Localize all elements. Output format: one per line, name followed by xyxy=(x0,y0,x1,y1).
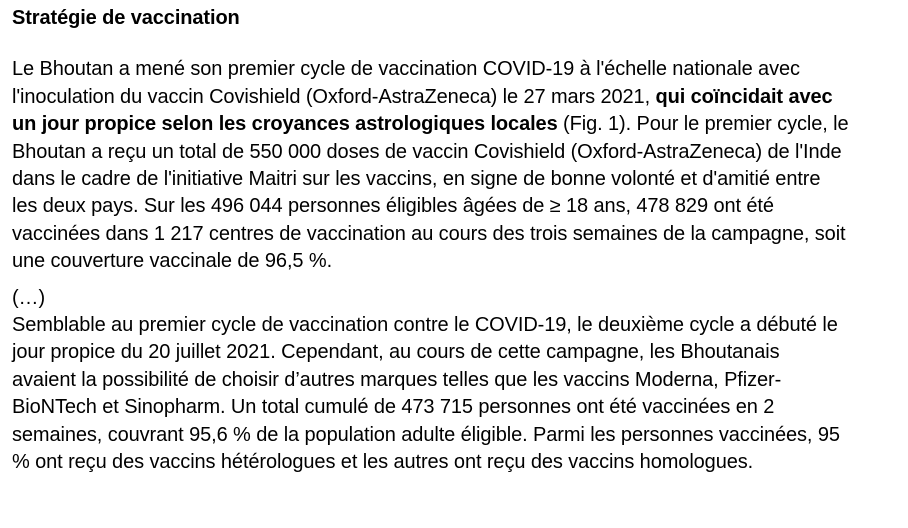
body-text: vaccinées dans 1 217 centres de vaccination au cours des trois semaines de la campagne, soit xyxy=(12,222,846,245)
body-text: (…) xyxy=(12,286,46,309)
text-line xyxy=(12,312,896,339)
document-body xyxy=(12,56,896,476)
text-line xyxy=(12,367,896,394)
text-line xyxy=(12,449,896,476)
text-line xyxy=(12,139,896,166)
document-heading: Stratégie de vaccination xyxy=(12,7,240,29)
body-text: les deux pays. Sur les 496 044 personnes éligibles âgées de ≥ 18 ans, 478 829 ont été xyxy=(12,195,774,218)
body-text: jour propice du 20 juillet 2021. Cependant, au cours de cette campagne, les Bhoutanais xyxy=(12,341,780,364)
text-line xyxy=(12,166,896,193)
body-text: Le Bhoutan a mené son premier cycle de vaccination COVID-19 à l'échelle nationale avec xyxy=(12,58,800,81)
bold-text: qui coïncidait avec xyxy=(655,85,833,108)
body-text: Bhoutan a reçu un total de 550 000 doses de vaccin Covishield (Oxford-AstraZeneca) de l'Inde xyxy=(12,140,842,163)
text-line xyxy=(12,84,896,111)
body-text: (Fig. 1). Pour le premier cycle, le xyxy=(557,113,849,136)
text-line xyxy=(12,56,896,83)
paragraph-1 xyxy=(12,56,896,275)
paragraph-2 xyxy=(12,285,896,477)
body-text: Semblable au premier cycle de vaccination contre le COVID-19, le deuxième cycle a débuté le xyxy=(12,314,838,337)
body-text: % ont reçu des vaccins hétérologues et les autres ont reçu des vaccins homologues. xyxy=(12,451,754,474)
body-text: l'inoculation du vaccin Covishield (Oxford-AstraZeneca) le 27 mars 2021, xyxy=(12,85,656,108)
text-line xyxy=(12,422,896,449)
text-line xyxy=(12,285,896,312)
text-line xyxy=(12,394,896,421)
text-line xyxy=(12,248,896,275)
text-line xyxy=(12,339,896,366)
body-text: BioNTech et Sinopharm. Un total cumulé de 473 715 personnes ont été vaccinées en 2 xyxy=(12,396,775,419)
bold-text: un jour propice selon les croyances astrologiques locales xyxy=(12,113,558,136)
body-text: dans le cadre de l'initiative Maitri sur les vaccins, en signe de bonne volonté et d'amitié entre xyxy=(12,168,821,191)
body-text: une couverture vaccinale de 96,5 %. xyxy=(12,250,333,273)
body-text: semaines, couvrant 95,6 % de la population adulte éligible. Parmi les personnes vaccinées, 95 xyxy=(12,423,840,446)
body-text: avaient la possibilité de choisir d’autres marques telles que les vaccins Moderna, Pfizer- xyxy=(12,368,782,391)
text-line xyxy=(12,193,896,220)
text-line xyxy=(12,221,896,248)
text-line xyxy=(12,111,896,138)
